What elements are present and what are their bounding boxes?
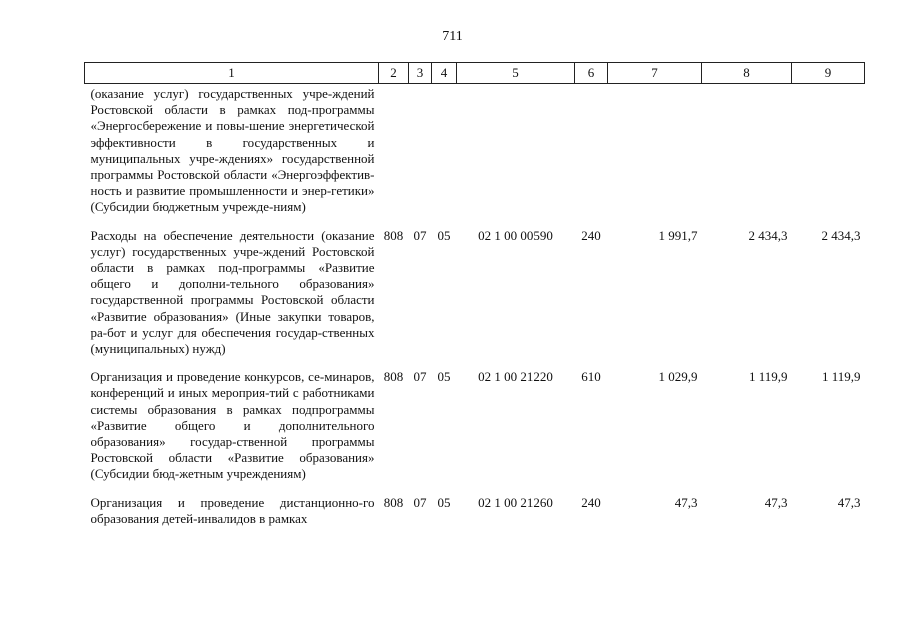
row-amount-2: 1 119,9 [748,369,788,385]
row-amount-1: 1 991,7 [658,227,698,243]
row-section-code: 07 [413,227,427,243]
row-amount-2: 2 434,3 [748,227,788,243]
row-expense-type-code: 610 [581,369,601,385]
page-number: 711 [442,29,463,44]
row-amount-3: 2 434,3 [821,227,861,243]
row-description: Расходы на обеспечение деятельности (оказание услуг) государственных учре-ждений Ростовской области в рамках под-программы «Развитие общего и дополни-тельного образования» государственной программы Ростовской области «Развитие образования» (Иные закупки товаров, ра-бот и услуг для обеспечения государ-ственных (муниципальных) нужд) [90,227,375,357]
row-amount-3: 47,3 [837,494,861,510]
header-col-7: 7 [608,63,702,84]
row-amount-3 [792,84,865,226]
header-col-2: 2 [379,63,409,84]
table-row [85,367,865,492]
row-description: Организация и проведение конкурсов, се-минаров, конференций и иных мероприя-тий с работниками системы образования в рамках подпрограммы «Развитие общего и дополнительного образования» государ-ственной программы Ростовской области «Развитие образования» (Субсидии бюд-жетным учреждениям) [90,369,375,482]
table-row [85,84,865,226]
row-expense-type-code: 240 [581,227,601,243]
row-ministry-code: 808 [383,369,404,385]
budget-table [84,62,865,527]
header-col-6: 6 [575,63,608,84]
row-amount-1: 1 029,9 [658,369,698,385]
row-amount-1: 47,3 [674,494,698,510]
row-amount-2: 47,3 [764,494,788,510]
row-section-code [409,84,432,226]
row-target-code: 02 1 00 00590 [478,227,553,243]
table-row [85,493,865,527]
row-amount-1 [608,84,702,226]
header-col-4: 4 [432,63,457,84]
row-description: Организация и проведение дистанционно-го образования детей-инвалидов в рамках [90,494,375,526]
row-expense-type-code [575,84,608,226]
table-header-row [85,63,865,84]
row-subsection-code: 05 [437,227,451,243]
row-subsection-code: 05 [437,494,451,510]
row-target-code: 02 1 00 21220 [478,369,553,385]
row-subsection-code [432,84,457,226]
row-target-code: 02 1 00 21260 [478,494,553,510]
row-section-code: 07 [413,369,427,385]
row-expense-type-code: 240 [581,494,601,510]
row-amount-3: 1 119,9 [821,369,861,385]
row-target-code [457,84,575,226]
header-col-3: 3 [409,63,432,84]
header-col-8: 8 [702,63,792,84]
row-description: (оказание услуг) государственных учре-ждений Ростовской области в рамках под-программы «Энергосбережение и повы-шение энергетической эффективности в государственных и муниципальных учре-ждениях» государственной программы Ростовской области «Энергоэффектив-ность и развитие промышленности и энер-гетики» (Субсидии бюджетным учрежде-ниям) [90,86,375,215]
row-section-code: 07 [413,494,427,510]
row-ministry-code: 808 [383,227,404,243]
row-subsection-code: 05 [437,369,451,385]
header-col-5: 5 [457,63,575,84]
header-col-9: 9 [792,63,865,84]
row-ministry-code [379,84,409,226]
table-row [85,226,865,368]
row-ministry-code: 808 [383,494,404,510]
header-col-1: 1 [85,63,379,84]
row-amount-2 [702,84,792,226]
